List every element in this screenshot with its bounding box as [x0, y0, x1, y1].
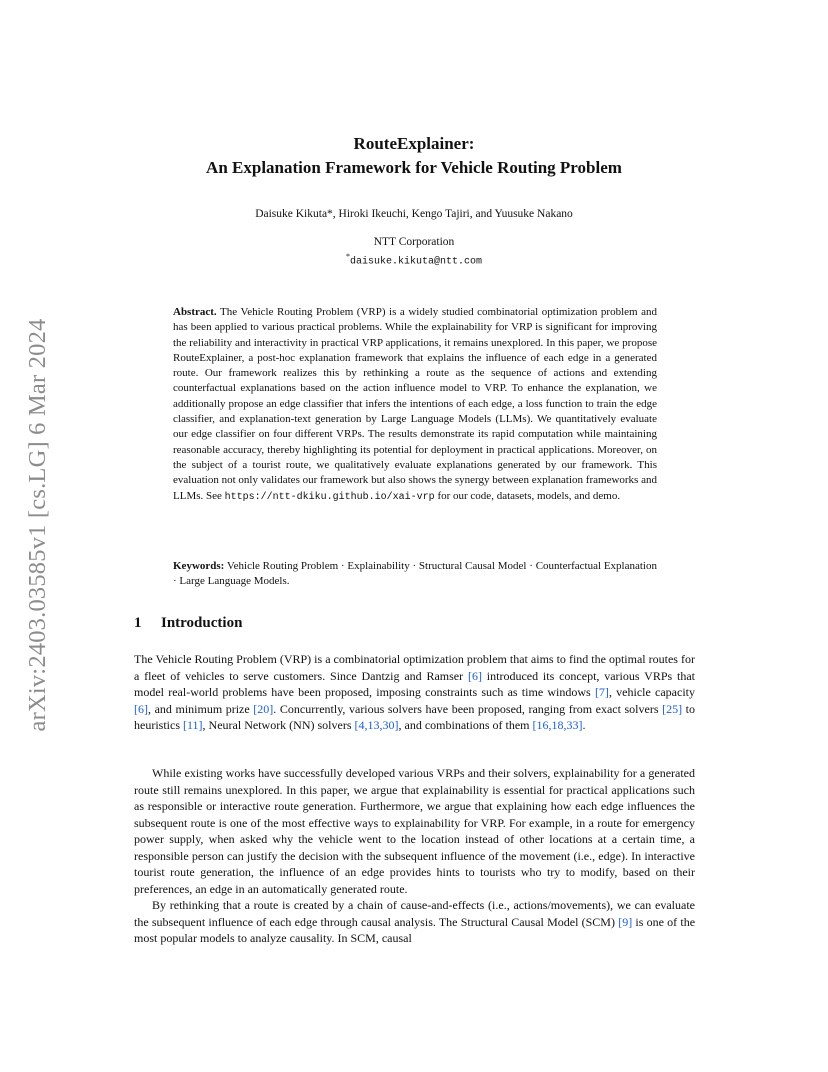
- text-run: is one of the most popular models to analyze causality. In SCM, causal: [134, 914, 696, 945]
- arxiv-identifier: arXiv:2403.03585v1 [cs.LG] 6 Mar 2024: [24, 318, 51, 732]
- text-run: .: [582, 718, 586, 732]
- text-run: introduced its concept, various VRPs that model real-world problems have been proposed, imposing constraints such as time windows: [134, 668, 695, 699]
- email-address[interactable]: daisuke.kikuta@ntt.com: [349, 256, 483, 268]
- email-mark: *: [345, 252, 350, 261]
- intro-paragraph-1: [134, 651, 695, 734]
- text-run: , and combinations of them: [398, 718, 530, 732]
- citation-link[interactable]: [25]: [662, 701, 683, 716]
- text-run: to heuristics: [134, 701, 696, 732]
- citation-link[interactable]: [6]: [467, 668, 482, 683]
- citation-link[interactable]: [20]: [253, 701, 274, 716]
- keywords-text: Vehicle Routing Problem · Explainability · Structural Causal Model · Counterfactual Explanation · Large Language Models.: [173, 560, 657, 588]
- citation-link[interactable]: [16,18,33]: [532, 718, 583, 732]
- text-run: , Neural Network (NN) solvers: [202, 718, 352, 732]
- citation-link[interactable]: [11]: [183, 718, 203, 732]
- citation-link[interactable]: [4,13,30]: [354, 718, 399, 732]
- citation-link[interactable]: [6]: [134, 701, 148, 716]
- abstract: [173, 305, 657, 505]
- text-run: , vehicle capacity: [608, 685, 696, 699]
- intro-paragraph-2: While existing works have successfully developed various VRPs and their solvers, explainability for a generated route still remains unexplored. In this paper, we argue that explainability is essential for practical applications such as responsible or interactive route generation. Furthermore, we argue that explaining how each edge influences the subsequent route is one of the most effective ways to explainability for VRP. For example, in a route for emergency power supply, when asked why the vehicle went to the location instead of other locations at a certain time, a responsible person can justify the decision with the subsequent influence of the movement (i.e., edge). In interactive tourist route generation, the influence of an edge provides hints to tourists who try to modify, based on their preferences, an edge in an automatically generated route.: [134, 766, 695, 896]
- keywords: [173, 559, 657, 590]
- text-run: By rethinking that a route is created by a chain of cause-and-effects (i.e., actions/movements), we can evaluate the subsequent influence of each edge through causal analysis. The Structural Causal Model (SCM): [134, 898, 695, 929]
- authors: Daisuke Kikuta*, Hiroki Ikeuchi, Kengo Tajiri, and Yuusuke Nakano: [255, 208, 573, 220]
- arxiv-side-label: [20, 290, 56, 760]
- section-heading: [134, 615, 242, 632]
- intro-paragraph-3: [134, 897, 695, 947]
- section-title: Introduction: [161, 615, 243, 631]
- text-run: The Vehicle Routing Problem (VRP) is a combinatorial optimization problem that aims to find the optimal routes for a fleet of vehicles to serve customers. Since Dantzig and Ramser: [134, 652, 695, 683]
- abstract-url-link[interactable]: https://ntt-dkiku.github.io/xai-vrp: [224, 491, 435, 503]
- section-number: 1: [134, 615, 142, 631]
- affiliation: NTT Corporation: [373, 236, 455, 248]
- keywords-label: Keywords:: [173, 560, 225, 572]
- citation-link[interactable]: [7]: [594, 685, 609, 699]
- text-run: . Concurrently, various solvers have been proposed, ranging from exact solvers: [273, 701, 659, 716]
- email-line: [0, 252, 828, 268]
- paper-title-line1: RouteExplainer:: [353, 134, 475, 153]
- abstract-tail: for our code, datasets, models, and demo.: [437, 489, 621, 502]
- citation-link[interactable]: [9]: [618, 914, 633, 929]
- abstract-label: Abstract.: [173, 306, 217, 318]
- text-run: , and minimum prize: [148, 701, 250, 716]
- abstract-text: The Vehicle Routing Problem (VRP) is a widely studied combinatorial optimization problem and has been applied to various practical problems. While the explainability for VRP is significant for improving the reliability and interactivity in practical VRP applications, it remains unexplored. In this paper, we propose RouteExplainer, a post-hoc explanation framework that explains the influence of each edge in a generated route. Our framework realizes this by rethinking a route as the sequence of actions and extending counterfactual explanations based on the action influence model to VRP. To enhance the explanation, we additionally propose an edge classifier that infers the intentions of each edge, a loss function to train the edge classifier, and explanation-text generation by Large Language Models (LLMs). We quantitatively evaluate our edge classifier on four different VRPs. The results demonstrate its rapid computation while maintaining reasonable accuracy, thereby highlighting its potential for deployment in practical applications. Moreover, on the subject of a tourist route, we qualitatively evaluate explanations generated by our framework. This evaluation not only validates our framework but also shows the synergy between explanation frameworks and LLMs. See: [173, 306, 657, 502]
- paper-title-line2: An Explanation Framework for Vehicle Routing Problem: [206, 158, 622, 177]
